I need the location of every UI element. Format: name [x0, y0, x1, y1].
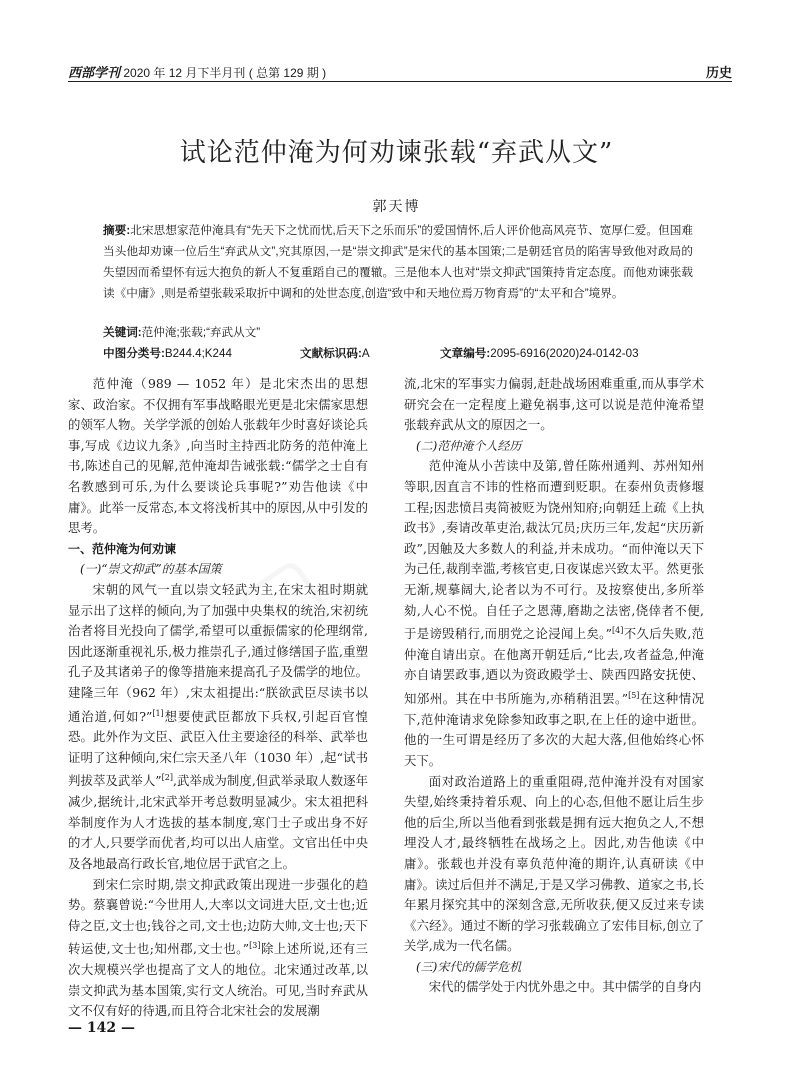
subsection-heading: (二)范仲淹个人经历: [416, 438, 522, 453]
abstract-label: 摘要:: [103, 224, 131, 237]
text-run: 宋朝的风气一直以崇文轻武为主,在宋太祖时期就显示出了这样的倾向,为了加强中央集权的统治,宋初统治者将目光投向了儒学,希望可以重振儒家的伦理纲常,因此逐渐重视礼乐,极力推崇孔子,通过修缮国子监,重塑孔子及其诸弟子的像等措施来提高孔子及儒学的地位。建隆三年（962 年）,宋太祖提出:“朕欲武臣尽读书以通治道,何如?”: [68, 581, 368, 724]
clc-label: 中图分类号:: [103, 347, 165, 360]
keywords: [103, 324, 260, 340]
clc-number: [103, 345, 232, 361]
text-run: 不久后失败,范仲淹自请出京。在他离开朝廷后,“比去,攻者益急,仲淹亦自请罢政事,迺以为资政殿学士、陕西四路安抚使、知邠州。其在中书所施为,亦稍稍沮罢。”: [404, 626, 704, 707]
footnote-ref: [5]: [628, 691, 640, 701]
footnote-ref: [3]: [249, 941, 261, 951]
abstract: [103, 220, 693, 304]
keywords-label: 关键词:: [103, 326, 142, 339]
text-run: 在这种情况下,范仲淹请求免除参知政事之职,在上任的途中逝世。他的一生可谓是经历了多次的大起大落,但他始终心怀天下。: [404, 691, 704, 768]
subsection-heading: (一)“崇文抑武”的基本国策: [80, 562, 222, 577]
paragraph: 面对政治道路上的重重阻碍,范仲淹并没有对国家失望,始终秉持着乐观、向上的心态,但他不愿让后生步他的后尘,所以当他看到张载是拥有远大抱负之人,不想埋没人才,最终牺牲在战场之上。因此,劝告他读《中庸》。张载也并没有辜负范仲淹的期许,认真研读《中庸》。读过后但并不满足,于是又学习佛教、道家之书,长年累月探究其中的深刻含意,无所收获,便又反过来专读《六经》。通过不断的学习张载确立了宏伟目标,创立了关学,成为一代名儒。: [404, 773, 704, 954]
issue-info: 2020 年 12 月下半月刊 ( 总第 129 期 ): [123, 66, 327, 80]
right-column: [404, 374, 704, 998]
paragraph: 流,北宋的军事实力偏弱,赶赴战场困难重重,而从事学术研究会在一定程度上避免祸事,这可以说是范仲淹希望张载弃武从文的原因之一。: [404, 376, 704, 433]
footnote-ref: [1]: [152, 708, 164, 718]
section-label: 历史: [705, 65, 732, 80]
running-header: [68, 60, 732, 82]
header-rule: [68, 81, 732, 82]
text-run: 除上述所说,还有三次大规模兴学也提高了文人的地位。北宋通过改革,以崇文抑武为基本国策,实行文人统治。可见,当时弃武从文不仅有好的待遇,而且符合北宋社会的发展潮: [68, 941, 368, 1019]
keywords-text: 范仲淹;张载;“弃武从文”: [141, 326, 261, 339]
left-column: [68, 374, 368, 1022]
section-heading: 一、范仲淹为何劝谏: [68, 541, 177, 556]
journal-logo: 西部学刊: [68, 66, 121, 81]
text-run: 范仲淹从小苦读中及第,曾任陈州通判、苏州知州等职,因直言不讳的性格而遭到贬职。在泰州负责修堰工程;因悲愤吕夷简被贬为饶州知府;向朝廷上疏《上执政书》,奏请改革吏治,裁汰冗员;庆历三年,发起“庆历新政”,因触及大多数人的利益,并未成功。“而仲淹以天下为己任,裁削幸滥,考核官吏,日夜谋虑兴致太平。然更张无渐,规摹阔大,论者以为不可行。及按察使出,多所举劾,人心不悦。自任子之恩薄,磨勘之法密,侥倖者不便,于是谤毁稍行,而朋党之论浸闻上矣。”: [404, 458, 704, 642]
text-run: 想要使武臣都放下兵权,引起百官惶恐。此外作为文臣、武臣入仕主要途径的科举、武举也证明了这种倾向,宋仁宗天圣八年（1030 年）,起“试书判拔萃及武举人”: [68, 708, 368, 789]
doc-code: [300, 345, 370, 361]
article-title: 试论范仲淹为何劝谏张载“弃武从文”: [179, 138, 614, 168]
clc-value: B244.4;K244: [164, 347, 232, 360]
author-name: 郭天博: [372, 199, 421, 215]
paragraph: 宋代的儒学处于内忧外患之中。其中儒学的自身内: [428, 979, 702, 995]
footnote-ref: [4]: [612, 626, 624, 636]
article-number: [440, 345, 639, 361]
text-run: 到宋仁宗时期,崇文抑武政策出现进一步强化的趋势。蔡襄曾说:“今世用人,大率以文词进大臣,文士也;近侍之臣,文士也;钱谷之司,文士也;边防大帅,文士也;天下转运使,文士也;知州郡,文士也。”: [68, 876, 368, 957]
text-run: ,武举成为制度,但武举录取人数逐年减少,据统计,北宋武举开考总数明显减少。宋太祖把科举制度作为人才选拔的基本制度,寒门士子或出身不好的才人,只要学而优者,均可以出人庙堂。文官出任中央及各地最高行政长官,地位居于武官之上。: [68, 773, 368, 871]
paragraph: [68, 875, 368, 1022]
article-label: 文章编号:: [440, 347, 491, 360]
paragraph: 范仲淹（989 — 1052 年）是北宋杰出的思想家、政治家。不仅拥有军事战略眼光更是北宋儒家思想的领军人物。关学学派的创始人张载年少时喜好谈论兵事,写成《边议九条》,向当时主持西北防务的范仲淹上书,陈述自己的见解,范仲淹却告诫张载:“儒学之士自有名教感到可乐,为什么要谈论兵事呢?”劝告他读《中庸》。此举一反常态,本文将浅析其中的原因,从中引发的思考。: [68, 376, 368, 536]
doc-value: A: [361, 347, 370, 360]
paragraph: [404, 456, 704, 771]
journal-issue: [68, 62, 326, 81]
subsection-heading: (三)宋代的儒学危机: [416, 959, 522, 974]
article-value: 2095-6916(2020)24-0142-03: [490, 347, 639, 360]
footnote-ref: [2]: [161, 773, 173, 783]
page-number: — 142 —: [68, 1020, 135, 1036]
abstract-text: 北宋思想家范仲淹具有“先天下之忧而忧,后天下之乐而乐”的爱国情怀,后人评价他高风亮节、宽厚仁爱。但国难当头他却劝谏一位后生“弃武从文”,究其原因,一是“崇文抑武”是宋代的基本国策;二是朝廷官员的陷害导致他对政局的失望因而希望怀有远大抱负的新人不复重蹈自己的覆辙。三是他本人也对“崇文抑武”国策持肯定态度。而他劝谏张载读《中庸》,则是希望张载采取折中调和的处世态度,创造“致中和天地位焉万物育焉”的“太平和合”境界。: [103, 224, 693, 300]
paragraph: [68, 580, 368, 875]
doc-label: 文献标识码:: [300, 347, 362, 360]
